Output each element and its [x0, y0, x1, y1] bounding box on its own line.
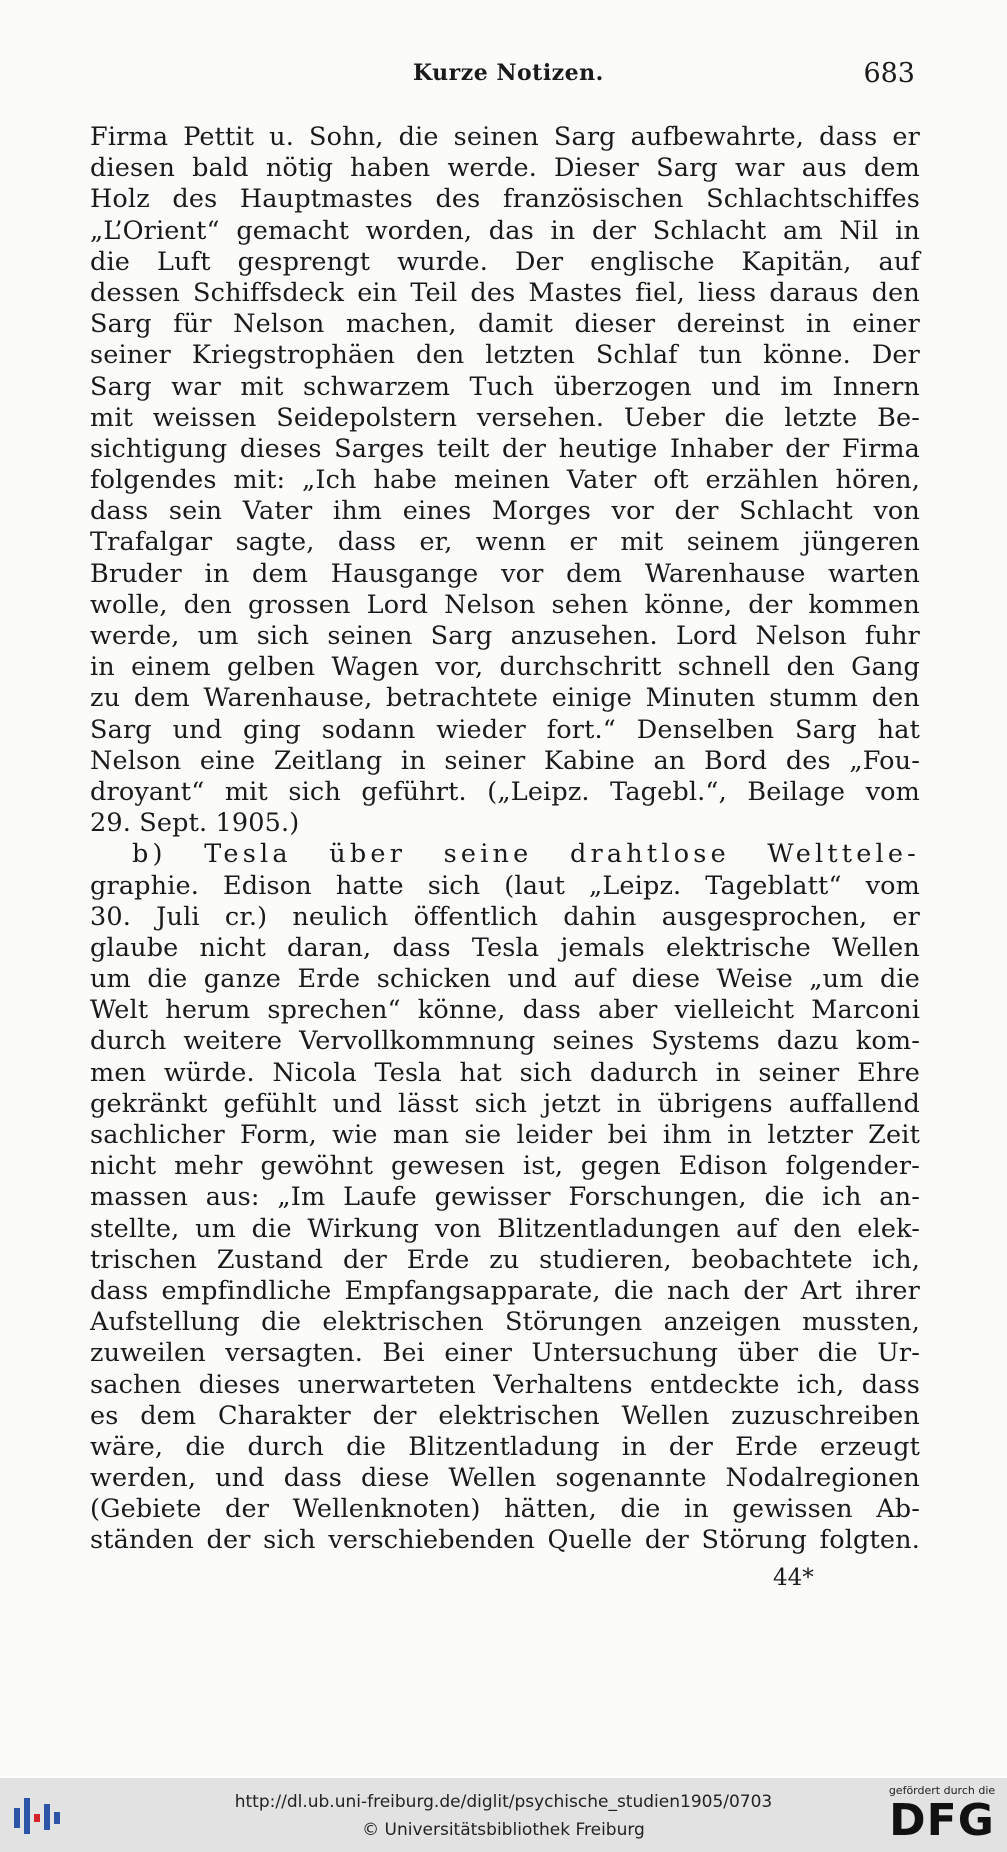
dfg-funding-block [887, 1782, 997, 1848]
running-head [90, 60, 920, 94]
body-text [90, 122, 920, 1557]
text-line: Firma Pettit u. Sohn, die seinen Sarg aufbewahrte, dass er [90, 122, 920, 152]
text-line: es dem Charakter der elektrischen Wellen zuzuschreiben [90, 1400, 920, 1431]
text-line: die Luft gesprengt wurde. Der englische Kapitän, auf [90, 246, 920, 277]
text-line: dessen Schiffsdeck ein Teil des Mastes fiel, liess daraus den [90, 277, 920, 308]
dfg-logo: DFG [889, 1795, 995, 1846]
text-line: graphie. Edison hatte sich (laut „Leipz. Tageblatt“ vom [90, 870, 920, 901]
section-heading-line: b) Tesla über seine drahtlose Welttele- [132, 839, 920, 870]
text-line: durch weitere Vervollkommnung seines Systems dazu kom- [90, 1026, 920, 1057]
text-line: men würde. Nicola Tesla hat sich dadurch in seiner Ehre [90, 1057, 920, 1088]
text-line: Holz des Hauptmastes des französischen Schlachtschiffes [90, 184, 920, 215]
text-line: Welt herum sprechen“ könne, dass aber vielleicht Marconi [90, 995, 920, 1026]
text-line: diesen bald nötig haben werde. Dieser Sarg war aus dem [90, 153, 920, 184]
text-line: Aufstellung die elektrischen Störungen anzeigen mussten, [90, 1307, 920, 1338]
text-line: seiner Kriegstrophäen den letzten Schlaf tun könne. Der [90, 340, 920, 371]
signature-mark: 44* [773, 1565, 814, 1591]
text-line: Sarg für Nelson machen, damit dieser dereinst in einer [90, 309, 920, 340]
text-line: zuweilen versagten. Bei einer Untersuchung über die Ur- [90, 1338, 920, 1369]
text-line: Bruder in dem Hausgange vor dem Warenhause warten [90, 558, 920, 589]
text-line: gekränkt gefühlt und lässt sich jetzt in übrigens auffallend [90, 1088, 920, 1119]
text-line: dass sein Vater ihm eines Morges vor der Schlacht von [90, 496, 920, 527]
text-line: sachlicher Form, wie man sie leider bei ihm in letzter Zeit [90, 1120, 920, 1150]
footer-bar [0, 1778, 1007, 1852]
text-line: um die ganze Erde schicken und auf diese Weise „um die [90, 964, 920, 995]
text-line: glaube nicht daran, dass Tesla jemals elektrische Wellen [90, 932, 920, 963]
text-line: folgendes mit: „Ich habe meinen Vater oft erzählen hören, [90, 465, 920, 496]
text-line: sachen dieses unerwarteten Verhaltens entdeckte ich, dass [90, 1369, 920, 1400]
text-line: ständen der sich verschiebenden Quelle der Störung folgten. [90, 1525, 920, 1556]
text-line: Nelson eine Zeitlang in seiner Kabine an Bord des „Fou- [90, 745, 920, 776]
text-line: in einem gelben Wagen vor, durchschritt schnell den Gang [90, 652, 920, 683]
text-line: zu dem Warenhause, betrachtete einige Minuten stumm den [90, 683, 920, 714]
text-line: stellte, um die Wirkung von Blitzentladungen auf den elek- [90, 1213, 920, 1244]
text-line: 30. Juli cr.) neulich öffentlich dahin ausgesprochen, er [90, 901, 920, 932]
text-line: „L’Orient“ gemacht worden, das in der Schlacht am Nil in [90, 215, 920, 246]
dfg-caption: gefördert durch die [888, 1784, 996, 1797]
text-line: trischen Zustand der Erde zu studieren, beobachtete ich, [90, 1244, 920, 1275]
text-line: nicht mehr gewöhnt gewesen ist, gegen Edison folgender- [90, 1151, 920, 1182]
text-line: massen aus: „Im Laufe gewisser Forschungen, die ich an- [90, 1182, 920, 1213]
text-line: mit weissen Seidepolstern versehen. Ueber die letzte Be- [90, 402, 920, 433]
text-line: Sarg war mit schwarzem Tuch überzogen und im Innern [90, 371, 920, 402]
text-line: Sarg und ging sodann wieder fort.“ Denselben Sarg hat [90, 714, 920, 745]
page-number: 683 [863, 58, 915, 89]
text-line: wolle, den grossen Lord Nelson sehen könne, der kommen [90, 589, 920, 620]
text-line: werde, um sich seinen Sarg anzusehen. Lord Nelson fuhr [90, 621, 920, 651]
text-line: 29. Sept. 1905.) [90, 808, 300, 839]
text-line: sichtigung dieses Sarges teilt der heutige Inhaber der Firma [90, 433, 920, 464]
text-line: werden, und dass diese Wellen sogenannte Nodalregionen [90, 1463, 920, 1494]
source-url-link[interactable]: http://dl.ub.uni-freiburg.de/diglit/psychische_studien1905/0703 [234, 1792, 773, 1812]
running-title: Kurze Notizen. [413, 60, 604, 86]
text-line: dass empfindliche Empfangsapparate, die nach der Art ihrer [90, 1275, 920, 1306]
text-line: droyant“ mit sich geführt. („Leipz. Tagebl.“, Beilage vom [90, 776, 920, 807]
text-line: wäre, die durch die Blitzentladung in der Erde erzeugt [90, 1431, 920, 1462]
text-line: (Gebiete der Wellenknoten) hätten, die in gewissen Ab- [90, 1494, 920, 1525]
copyright-text: © Universitätsbibliothek Freiburg [362, 1820, 645, 1840]
text-line: Trafalgar sagte, dass er, wenn er mit seinem jüngeren [90, 527, 920, 558]
